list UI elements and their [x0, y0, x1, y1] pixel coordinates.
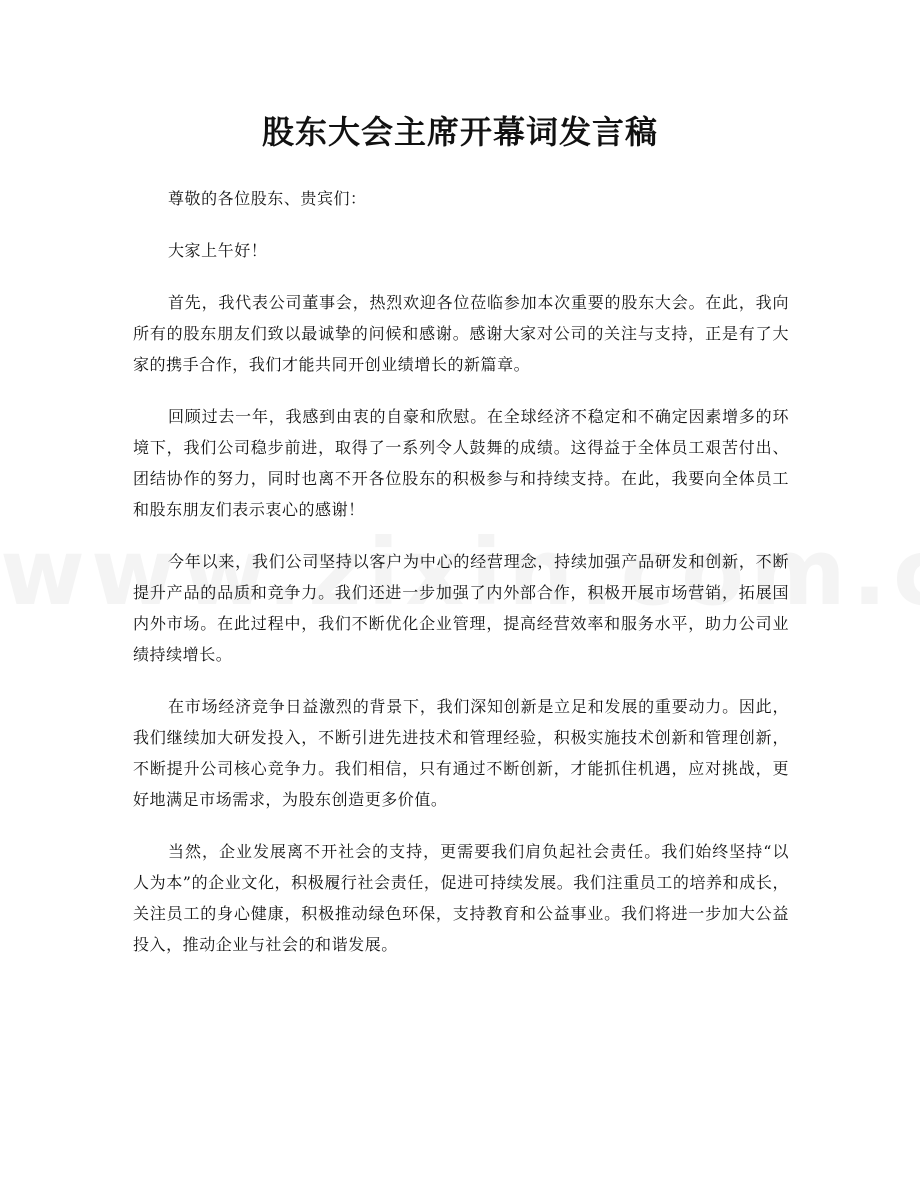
- paragraph-review: 回顾过去一年，我感到由衷的自豪和欣慰。在全球经济不稳定和不确定因素增多的环境下，我们公司稳步前进，取得了一系列令人鼓舞的成绩。这得益于全体员工艰苦付出、团结协作的努力，同时也离不开各位股东的积极参与和持续支持。在此，我要向全体员工和股东朋友们表示衷心的感谢！: [133, 407, 789, 519]
- paragraph-this-year: 今年以来，我们公司坚持以客户为中心的经营理念，持续加强产品研发和创新，不断提升产品的品质和竞争力。我们还进一步加强了内外部合作，积极开展市场营销，拓展国内外市场。在此过程中，我们不断优化企业管理，提高经营效率和服务水平，助力公司业绩持续增长。: [133, 552, 789, 664]
- greeting: 大家上午好！: [168, 241, 268, 260]
- paragraph-welcome: 首先，我代表公司董事会，热烈欢迎各位莅临参加本次重要的股东大会。在此，我向所有的股东朋友们致以最诚挚的问候和感谢。感谢大家对公司的关注与支持，正是有了大家的携手合作，我们才能共同开创业绩增长的新篇章。: [133, 293, 789, 374]
- paragraph-social-responsibility: 当然，企业发展离不开社会的支持，更需要我们肩负起社会责任。我们始终坚持“以人为本”的企业文化，积极履行社会责任，促进可持续发展。我们注重员工的培养和成长，关注员工的身心健康，积极推动绿色环保，支持教育和公益事业。我们将进一步加大公益投入，推动企业与社会的和谐发展。: [133, 842, 789, 954]
- paragraph-innovation: 在市场经济竞争日益激烈的背景下，我们深知创新是立足和发展的重要动力。因此，我们继续加大研发投入，不断引进先进技术和管理经验，积极实施技术创新和管理创新，不断提升公司核心竞争力。我们相信，只有通过不断创新，才能抓住机遇，应对挑战，更好地满足市场需求，为股东创造更多价值。: [133, 697, 789, 809]
- document-title: 股东大会主席开幕词发言稿: [261, 113, 658, 151]
- document-body: [133, 183, 789, 981]
- salutation: 尊敬的各位股东、贵宾们：: [168, 189, 367, 208]
